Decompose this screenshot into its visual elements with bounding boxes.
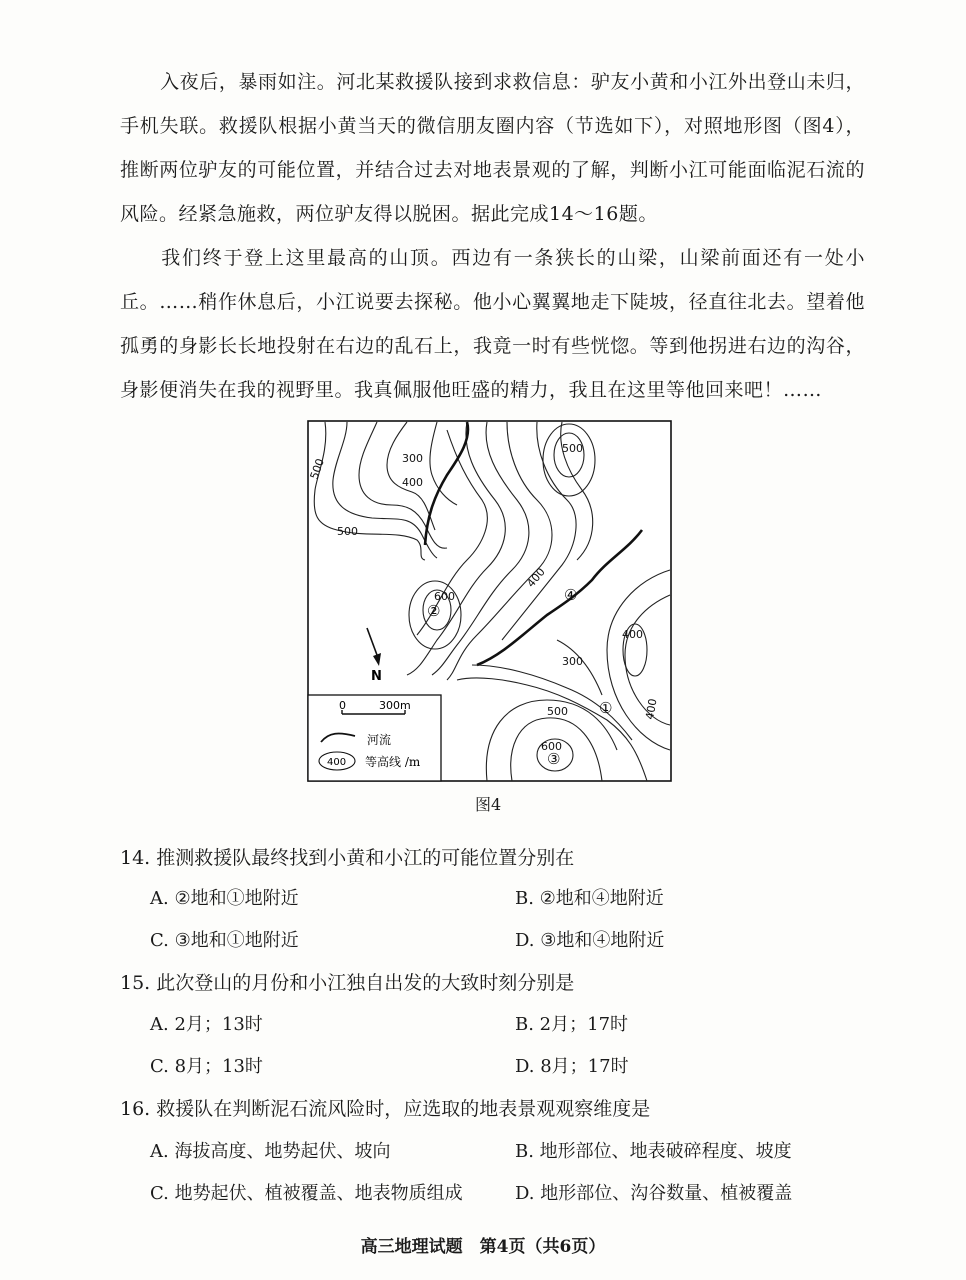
q16-option-d: D. 地形部位、沟谷数量、植被覆盖 <box>515 1183 793 1204</box>
intro-paragraph: 入夜后，暴雨如注。河北某救援队接到求救信息：驴友小黄和小江外出登山未归，手机失联。救援队根据小黄当天的微信朋友圈内容（节选如下），对照地形图（图4），推断两位驴友的可能位置，并结合过去对地表景观的了解，判断小江可能面临泥石流的风险。经紧急施救，两位驴友得以脱困。据此完成14～16题。 <box>120 71 865 225</box>
page-footer: 高三地理试题 第4页（共6页） <box>360 1237 606 1257</box>
contour-label: 500 <box>337 525 358 538</box>
north-label: N <box>371 669 382 684</box>
q14-option-a: A. ②地和①地附近 <box>150 888 299 909</box>
legend-contour-label: 等高线 /m <box>365 755 421 769</box>
legend-river-label: 河流 <box>367 733 392 747</box>
q15-option-b: B. 2月；17时 <box>515 1014 629 1035</box>
topographic-map <box>307 420 672 782</box>
question-16-stem: 16. 救援队在判断泥石流风险时，应选取的地表景观观察维度是 <box>120 1098 651 1120</box>
q14-option-c: C. ③地和①地附近 <box>150 930 299 951</box>
scale-label-distance: 300m <box>379 699 411 712</box>
question-14-stem: 14. 推测救援队最终找到小黄和小江的可能位置分别在 <box>120 847 575 869</box>
q14-option-b: B. ②地和④地附近 <box>515 888 664 909</box>
contour-label: 300 <box>402 452 423 465</box>
q16-option-c: C. 地势起伏、植被覆盖、地表物质组成 <box>150 1183 463 1204</box>
contour-label: 400 <box>643 697 660 721</box>
figure-caption: 图4 <box>475 795 502 814</box>
contour-label: 500 <box>562 442 583 455</box>
contour-label: 500 <box>307 456 328 482</box>
contour-label: 400 <box>622 628 643 641</box>
q15-option-a: A. 2月；13时 <box>150 1014 263 1035</box>
point-label-3: ③ <box>547 750 561 768</box>
point-label-4: ④ <box>564 586 578 604</box>
question-15-stem: 15. 此次登山的月份和小江独自出发的大致时刻分别是 <box>120 972 575 994</box>
contour-label: 400 <box>524 565 548 590</box>
q15-option-c: C. 8月；13时 <box>150 1056 263 1077</box>
contour-label: 400 <box>402 476 423 489</box>
wechat-post-paragraph: 我们终于登上这里最高的山顶。西边有一条狭长的山梁，山梁前面还有一处小丘。……稍作休息后，小江说要去探秘。他小心翼翼地走下陡坡，径直往北去。望着他孤勇的身影长长地投射在右边的乱石上，我竟一时有些恍惚。等到他拐进右边的沟谷，身影便消失在我的视野里。我真佩服他旺盛的精力，我且在这里等他回来吧！…… <box>120 247 865 401</box>
q16-option-b: B. 地形部位、地表破碎程度、坡度 <box>515 1141 792 1162</box>
contour-label: 500 <box>547 705 568 718</box>
q14-option-d: D. ③地和④地附近 <box>515 930 665 951</box>
scale-label-zero: 0 <box>339 699 346 712</box>
legend-contour-value: 400 <box>327 757 347 768</box>
map-legend <box>308 695 441 781</box>
q15-option-d: D. 8月；17时 <box>515 1056 629 1077</box>
contour-label: 600 <box>541 740 562 753</box>
point-label-2: ② <box>427 602 441 620</box>
q16-option-a: A. 海拔高度、地势起伏、坡向 <box>150 1141 391 1162</box>
contour-label: 600 <box>434 590 455 603</box>
contour-label: 300 <box>562 655 583 668</box>
point-label-1: ① <box>599 699 613 717</box>
